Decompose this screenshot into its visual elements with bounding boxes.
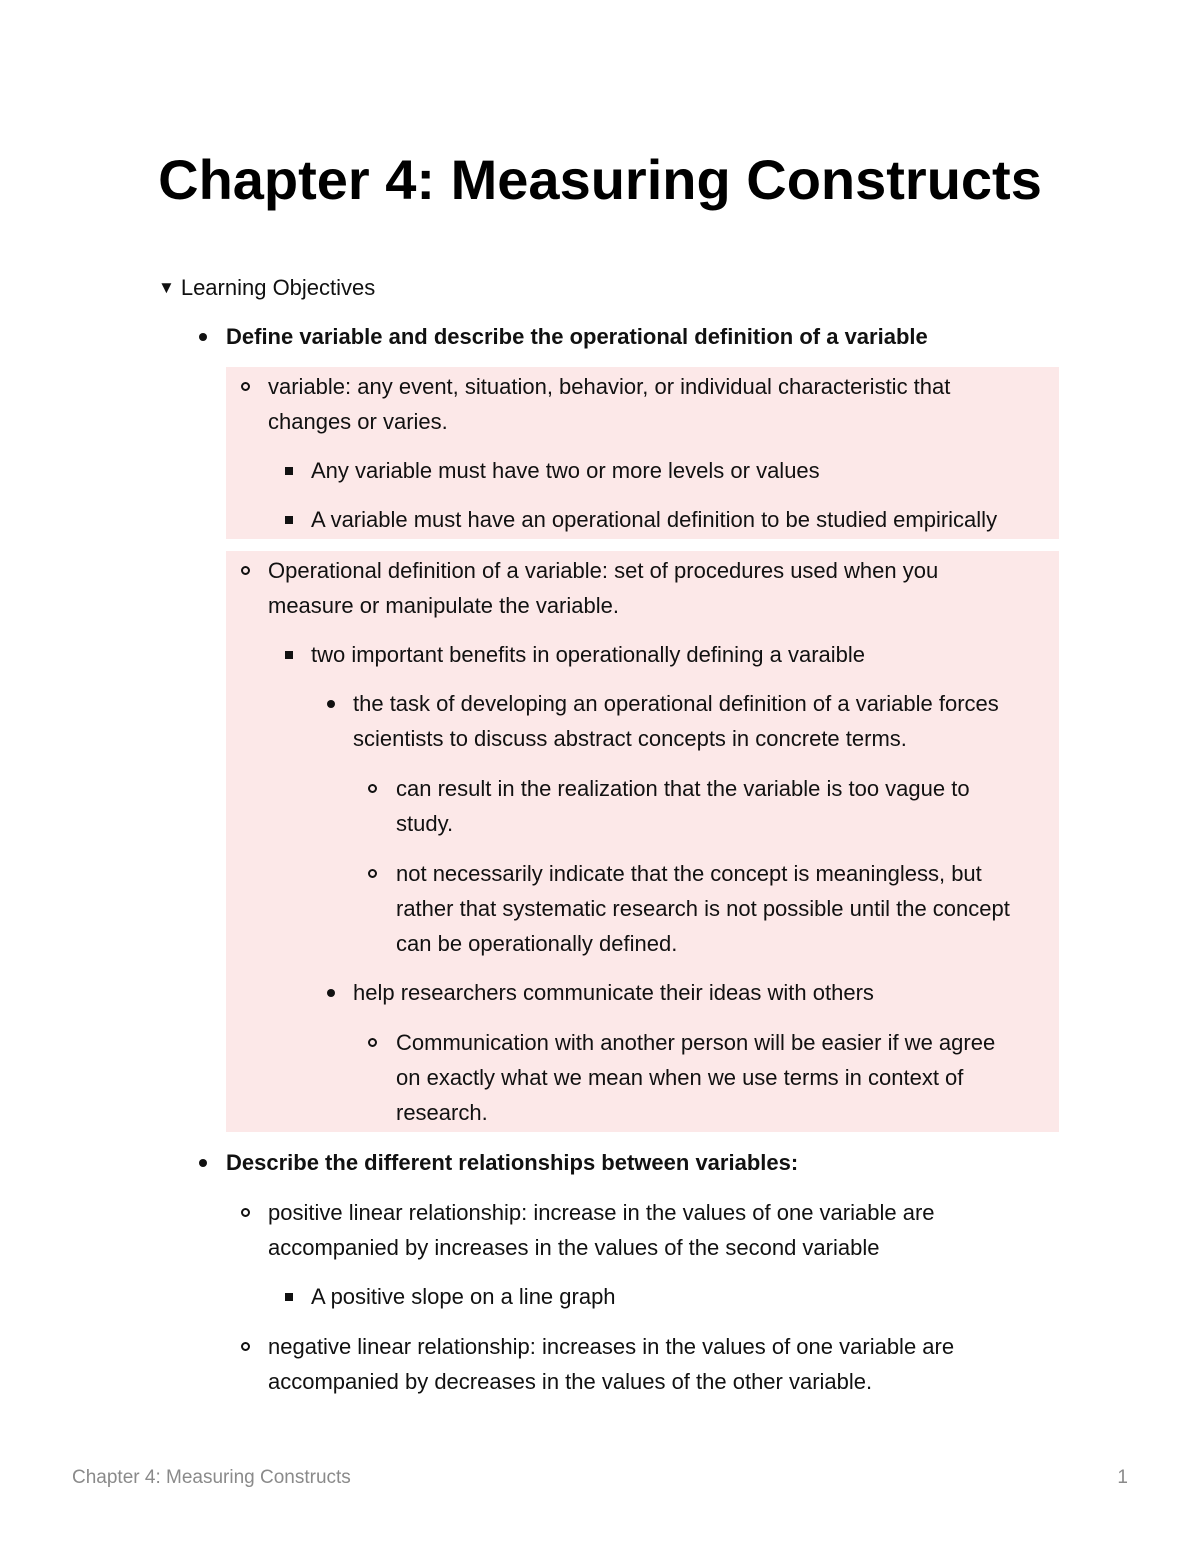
footer-title: Chapter 4: Measuring Constructs	[72, 1467, 351, 1488]
variable-subpoint-1: Any variable must have two or more levels or values	[311, 458, 820, 483]
bullet-circle-icon	[241, 1208, 250, 1217]
variable-definition-line-1: variable: any event, situation, behavior, or individual characteristic that	[268, 374, 951, 399]
bullet-circle-icon	[241, 382, 250, 391]
bullet-disc-icon	[327, 989, 335, 997]
bullet-circle-icon	[368, 869, 377, 878]
bullet-square-icon	[285, 1293, 293, 1301]
bullet-circle-icon	[368, 784, 377, 793]
toggle-label: Learning Objectives	[180, 275, 376, 300]
positive-relationship-line-1: positive linear relationship: increase in the values of one variable are	[268, 1200, 935, 1225]
bullet-circle-icon	[241, 1342, 250, 1351]
benefit-2-sub-line-1: Communication with another person will be easier if we agree	[396, 1030, 996, 1055]
variable-subpoint-2: A variable must have an operational definition to be studied empirically	[311, 507, 998, 532]
objective-heading-2: Describe the different relationships between variables:	[226, 1150, 799, 1175]
benefit-1-sub-1-line-2: study.	[396, 811, 454, 836]
page-number: 1	[1117, 1467, 1128, 1488]
negative-relationship-line-2: accompanied by decreases in the values of the other variable.	[268, 1369, 873, 1394]
benefit-1-sub-2-line-3: can be operationally defined.	[396, 931, 678, 956]
benefit-1-line-2: scientists to discuss abstract concepts in concrete terms.	[353, 726, 907, 751]
benefits-label: two important benefits in operationally defining a varaible	[311, 642, 865, 667]
bullet-disc-icon	[327, 700, 335, 708]
positive-relationship-sub: A positive slope on a line graph	[311, 1284, 616, 1309]
benefit-2-sub-line-2: on exactly what we mean when we use terms in context of	[396, 1065, 964, 1090]
operational-definition-line-1: Operational definition of a variable: set of procedures used when you	[268, 558, 939, 583]
benefit-2-sub-line-3: research.	[396, 1100, 488, 1125]
benefit-1-sub-2-line-2: rather that systematic research is not possible until the concept	[396, 896, 1010, 921]
bullet-circle-icon	[241, 566, 250, 575]
page-title: Chapter 4: Measuring Constructs	[158, 148, 1042, 211]
bullet-square-icon	[285, 651, 293, 659]
bullet-square-icon	[285, 467, 293, 475]
toggle-learning-objectives[interactable]	[158, 272, 375, 306]
benefit-1-sub-2-line-1: not necessarily indicate that the concept is meaningless, but	[396, 861, 982, 886]
benefit-1-sub-1-line-1: can result in the realization that the variable is too vague to	[396, 776, 970, 801]
objective-heading-1: Define variable and describe the operational definition of a variable	[226, 324, 928, 349]
bullet-square-icon	[285, 516, 293, 524]
positive-relationship-line-2: accompanied by increases in the values of the second variable	[268, 1235, 880, 1260]
bullet-disc-icon	[199, 1159, 207, 1167]
bullet-disc-icon	[199, 333, 207, 341]
operational-definition-line-2: measure or manipulate the variable.	[268, 593, 619, 618]
variable-definition-line-2: changes or varies.	[268, 409, 448, 434]
negative-relationship-line-1: negative linear relationship: increases in the values of one variable are	[268, 1334, 955, 1359]
benefit-2-label: help researchers communicate their ideas with others	[353, 980, 874, 1005]
benefit-1-line-1: the task of developing an operational definition of a variable forces	[353, 691, 999, 716]
triangle-down-icon[interactable]: ▼	[158, 278, 175, 297]
bullet-circle-icon	[368, 1038, 377, 1047]
